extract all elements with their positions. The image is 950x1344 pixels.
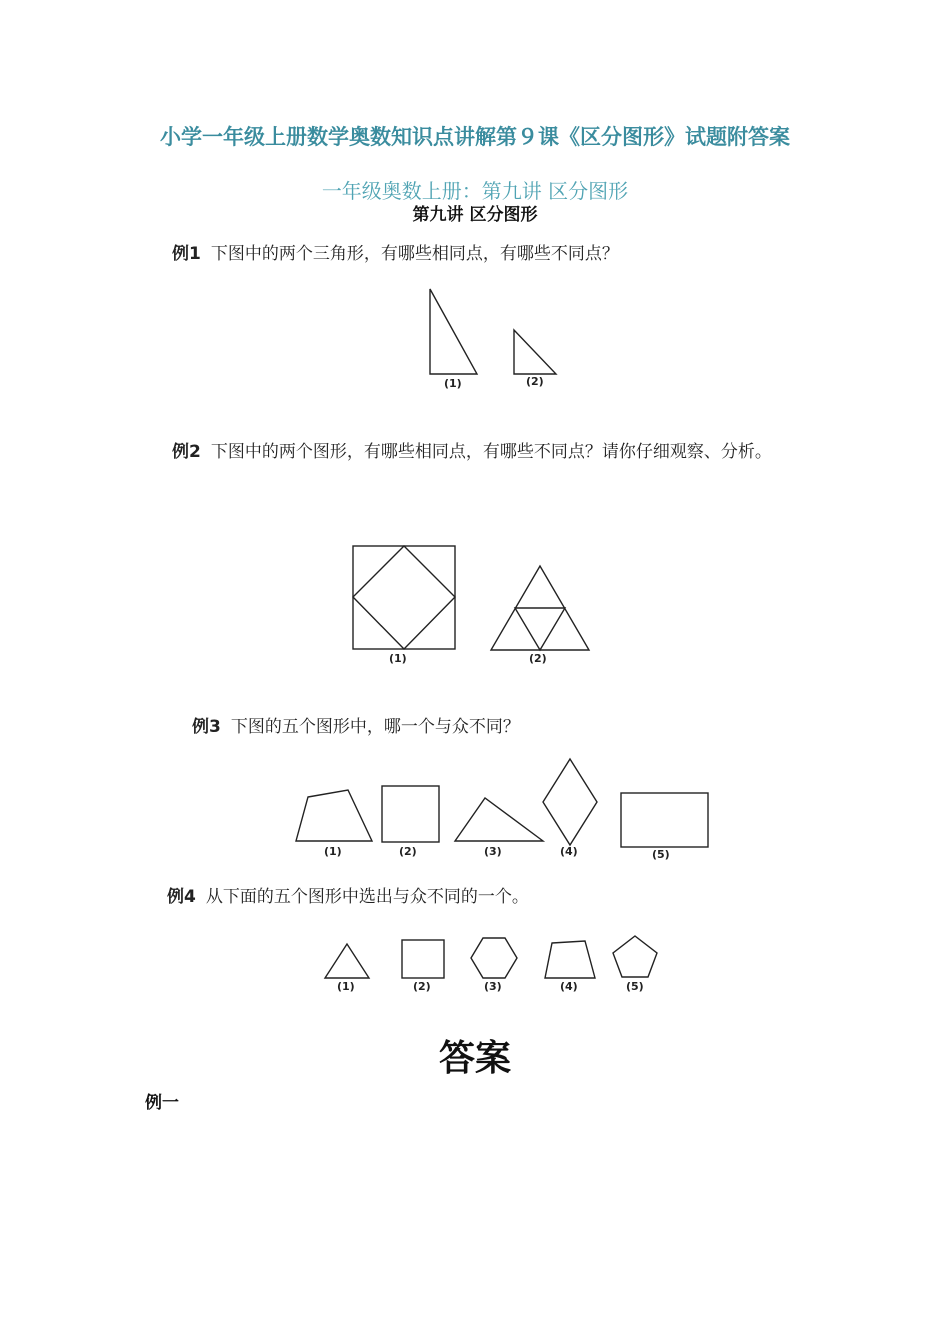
lesson-heading: 第九讲 区分图形 (412, 205, 538, 225)
ex2-inner-triangle (515, 608, 565, 650)
ex4-label-3: (3) (484, 980, 502, 993)
ex4-label-1: (1) (337, 980, 355, 993)
example-2-figure (345, 540, 595, 670)
ex4-label-2: (2) (413, 980, 431, 993)
ex3-rhombus (543, 759, 597, 845)
ex4-trapezoid (545, 941, 595, 978)
example-4-figure (320, 930, 665, 1000)
ex3-square (382, 786, 439, 842)
ex4-label-4: (4) (560, 980, 578, 993)
answers-heading: 答案 (438, 1037, 511, 1079)
ex4-triangle (325, 944, 369, 978)
ex4-label-5: (5) (626, 980, 644, 993)
document-title: 小学一年级上册数学奥数知识点讲解第９课《区分图形》试题附答案 (160, 124, 790, 149)
example-3-label: 例3 (192, 717, 221, 737)
ex3-label-4: (4) (560, 845, 578, 858)
ex3-label-1: (1) (324, 845, 342, 858)
ex1-label-1: (1) (444, 377, 462, 390)
ex4-hexagon (471, 938, 517, 978)
ex2-square (353, 546, 455, 649)
example-4-text: 从下面的五个图形中选出与众不同的一个。 (205, 887, 529, 907)
ex1-label-2: (2) (526, 375, 544, 388)
example-1-label: 例1 (172, 244, 201, 264)
example-3-question (192, 715, 520, 739)
document-subtitle: 一年级奥数上册：第九讲 区分图形 (321, 179, 629, 203)
ex3-label-3: (3) (484, 845, 502, 858)
ex4-square (402, 940, 444, 978)
ex1-triangle-large (430, 289, 477, 374)
example-2-question (172, 440, 797, 464)
example-3-text: 下图的五个图形中，哪一个与众不同？ (230, 717, 520, 737)
example-4-label: 例4 (167, 887, 196, 907)
ex3-rectangle (621, 793, 708, 847)
example-3-figure (290, 755, 715, 865)
example-1-text: 下图中的两个三角形，有哪些相同点，有哪些不同点？ (210, 244, 619, 264)
ex2-label-1: (1) (389, 652, 407, 665)
example-1-figure (420, 285, 570, 395)
example-2-text: 下图中的两个图形，有哪些相同点，有哪些不同点？请你仔细观察、分析。 (210, 442, 772, 462)
ex4-pentagon (613, 936, 657, 977)
ex3-label-5: (5) (652, 848, 670, 861)
ex3-triangle (455, 798, 543, 841)
ex3-quadrilateral (296, 790, 372, 841)
example-2-label: 例2 (172, 442, 201, 462)
answer-example-1: 例一 (145, 1093, 179, 1113)
example-1-question (172, 242, 619, 266)
ex3-label-2: (2) (399, 845, 417, 858)
example-4-question (167, 885, 529, 909)
ex1-triangle-small (514, 330, 556, 374)
ex2-inner-diamond (353, 546, 455, 649)
ex2-label-2: (2) (529, 652, 547, 665)
